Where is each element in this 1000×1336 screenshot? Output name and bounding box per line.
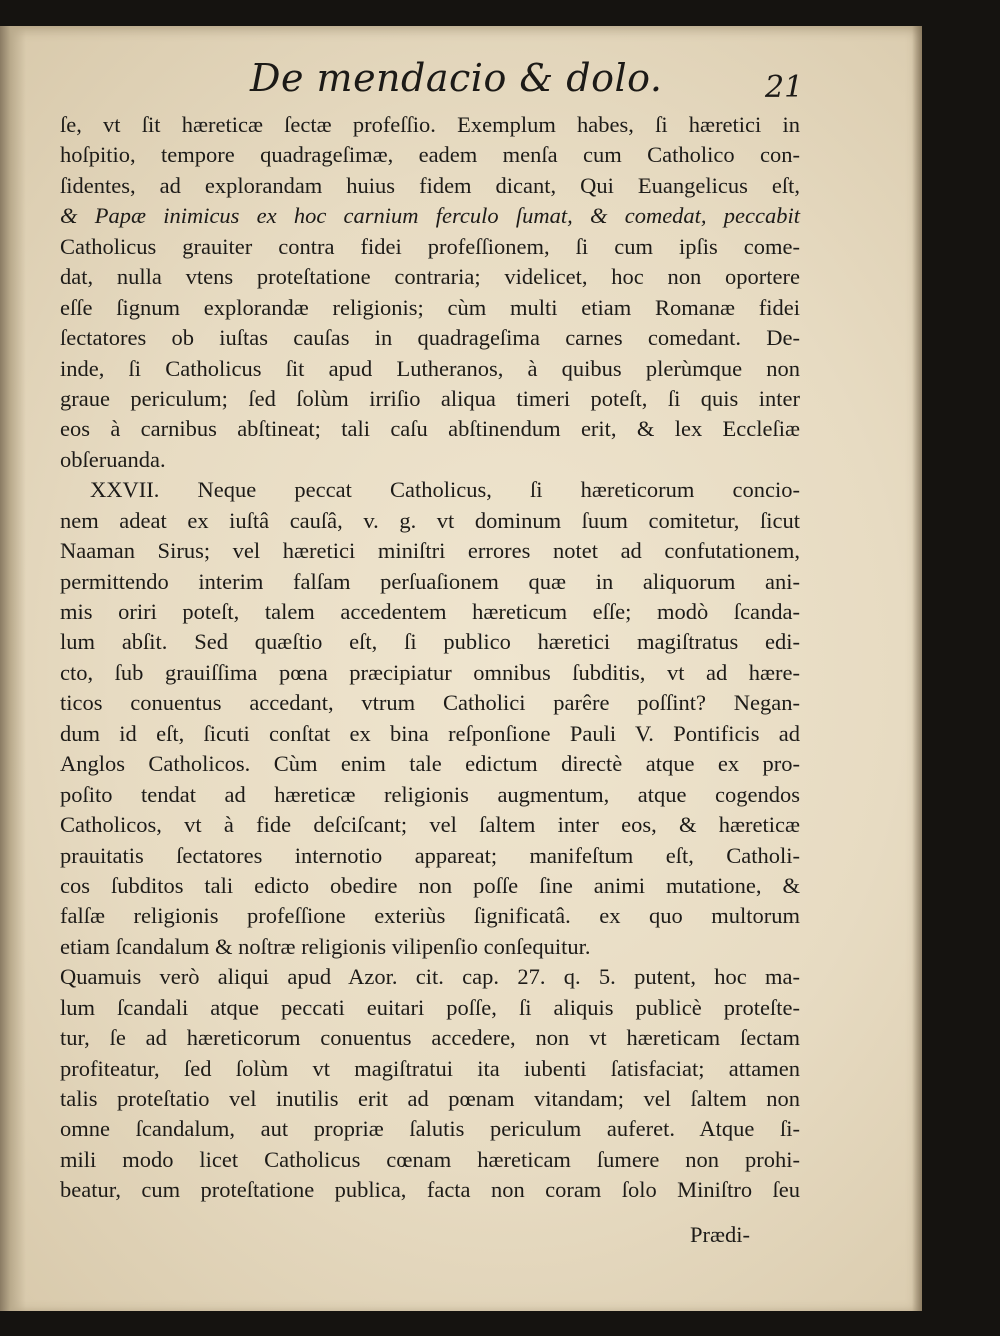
text-line: talis proteſtatio vel inutilis erit ad pœnam vitandam; vel ſaltem non [60, 1086, 800, 1111]
text-line: ticos conuentus accedant, vtrum Catholici parêre poſſint? Negan- [60, 690, 800, 716]
section-heading-line: XXVII. Neque peccat Catholicus, ſi hæreticorum concio- [90, 477, 800, 503]
text-line: mili modo licet Catholicus cœnam hæreticam ſumere non prohi- [60, 1146, 800, 1172]
text-line: cos ſubditos tali edicto obedire non poſſe ſine animi mutatione, & [60, 872, 800, 898]
body-text [60, 110, 800, 1206]
text-line: tur, ſe ad hæreticorum conuentus accedere, non vt hæreticam ſectam [60, 1025, 800, 1051]
text-line: lum abſit. Sed quæſtio eſt, ſi publico hæretici magiſtratus edi- [60, 629, 800, 655]
page-gutter [0, 26, 26, 1311]
text-line: etiam ſcandalum & noſtræ religionis vilipenſio conſequitur. [60, 933, 591, 959]
text-line: eſſe ſignum explorandæ religionis; cùm multi etiam Romanæ fidei [60, 294, 800, 320]
text-line: obſeruanda. [60, 446, 166, 472]
text-line: falſæ religionis profeſſione exteriùs ſignificatâ. ex quo multorum [60, 903, 800, 929]
text-line: omne ſcandalum, aut propriæ ſalutis periculum auferet. Atque ſi- [60, 1116, 800, 1142]
text-line: Quamuis verò aliqui apud Azor. cit. cap. 27. q. 5. putent, hoc ma- [60, 964, 800, 990]
text-line: permittendo interim falſam perſuaſionem quæ in aliquorum ani- [60, 568, 800, 594]
text-line: beatur, cum proteſtatione publica, facta non coram ſolo Miniſtro ſeu [60, 1177, 800, 1203]
text-line: graue periculum; ſed ſolùm irriſio aliqua timeri poteſt, ſi quis inter [60, 385, 800, 411]
text-line: poſito tendat ad hæreticæ religionis augmentum, atque cogendos [60, 781, 800, 807]
text-line: ſectatores ob iuſtas cauſas in quadrageſima carnes comedant. De- [60, 325, 800, 351]
text-line: hoſpitio, tempore quadrageſimæ, eadem menſa cum Catholico con- [60, 142, 800, 168]
text-line: Anglos Catholicos. Cùm enim tale edictum directè atque ex pro- [60, 751, 800, 777]
text-line: cto, ſub grauiſſima pœna præcipiatur omnibus ſubditis, vt ad hære- [60, 659, 800, 685]
page-edge-shadow [912, 26, 922, 1311]
running-head-title: De mendacio & dolo. [250, 56, 663, 100]
text-line: Naaman Sirus; vel hæretici miniſtri errores notet ad confutationem, [60, 538, 800, 564]
text-line: Catholicus grauiter contra fidei profeſſionem, ſi cum ipſis come- [60, 233, 800, 259]
page-number: 21 [765, 70, 804, 105]
text-line: eos à carnibus abſtineat; tali caſu abſtinendum erit, & lex Eccleſiæ [60, 416, 800, 442]
text-line: ſidentes, ad explorandam huius fidem dicant, Qui Euangelicus eſt, [60, 172, 800, 198]
text-line: Catholicos, vt à fide deſciſcant; vel ſaltem inter eos, & hæreticæ [60, 812, 800, 838]
text-line: & Papæ inimicus ex hoc carnium ferculo ſumat, & comedat, peccabit [60, 203, 800, 229]
catchword: Prædi- [690, 1222, 751, 1247]
text-line: lum ſcandali atque peccati euitari poſſe, ſi aliquis publicè proteſte- [60, 994, 800, 1020]
text-line: dum id eſt, ſicuti conſtat ex bina reſponſione Pauli V. Pontificis ad [60, 720, 800, 746]
text-line: inde, ſi Catholicus ſit apud Lutheranos, à quibus plerùmque non [60, 355, 800, 381]
text-line: profiteatur, ſed ſolùm vt magiſtratui ita iubenti ſatisfaciat; attamen [60, 1055, 800, 1081]
text-line: prauitatis ſectatores internotio appareat; manifeſtum eſt, Catholi- [60, 842, 800, 868]
book-page [0, 26, 922, 1311]
text-line: ſe, vt ſit hæreticæ ſectæ profeſſio. Exemplum habes, ſi hæretici in [60, 112, 800, 137]
text-line: mis oriri poteſt, talem accedentem hæreticum eſſe; modò ſcanda- [60, 599, 800, 624]
text-line: nem adeat ex iuſtâ cauſâ, v. g. vt dominum ſuum comitetur, ſicut [60, 507, 800, 533]
text-line: dat, nulla vtens proteſtatione contraria; videlicet, hoc non oportere [60, 264, 800, 290]
